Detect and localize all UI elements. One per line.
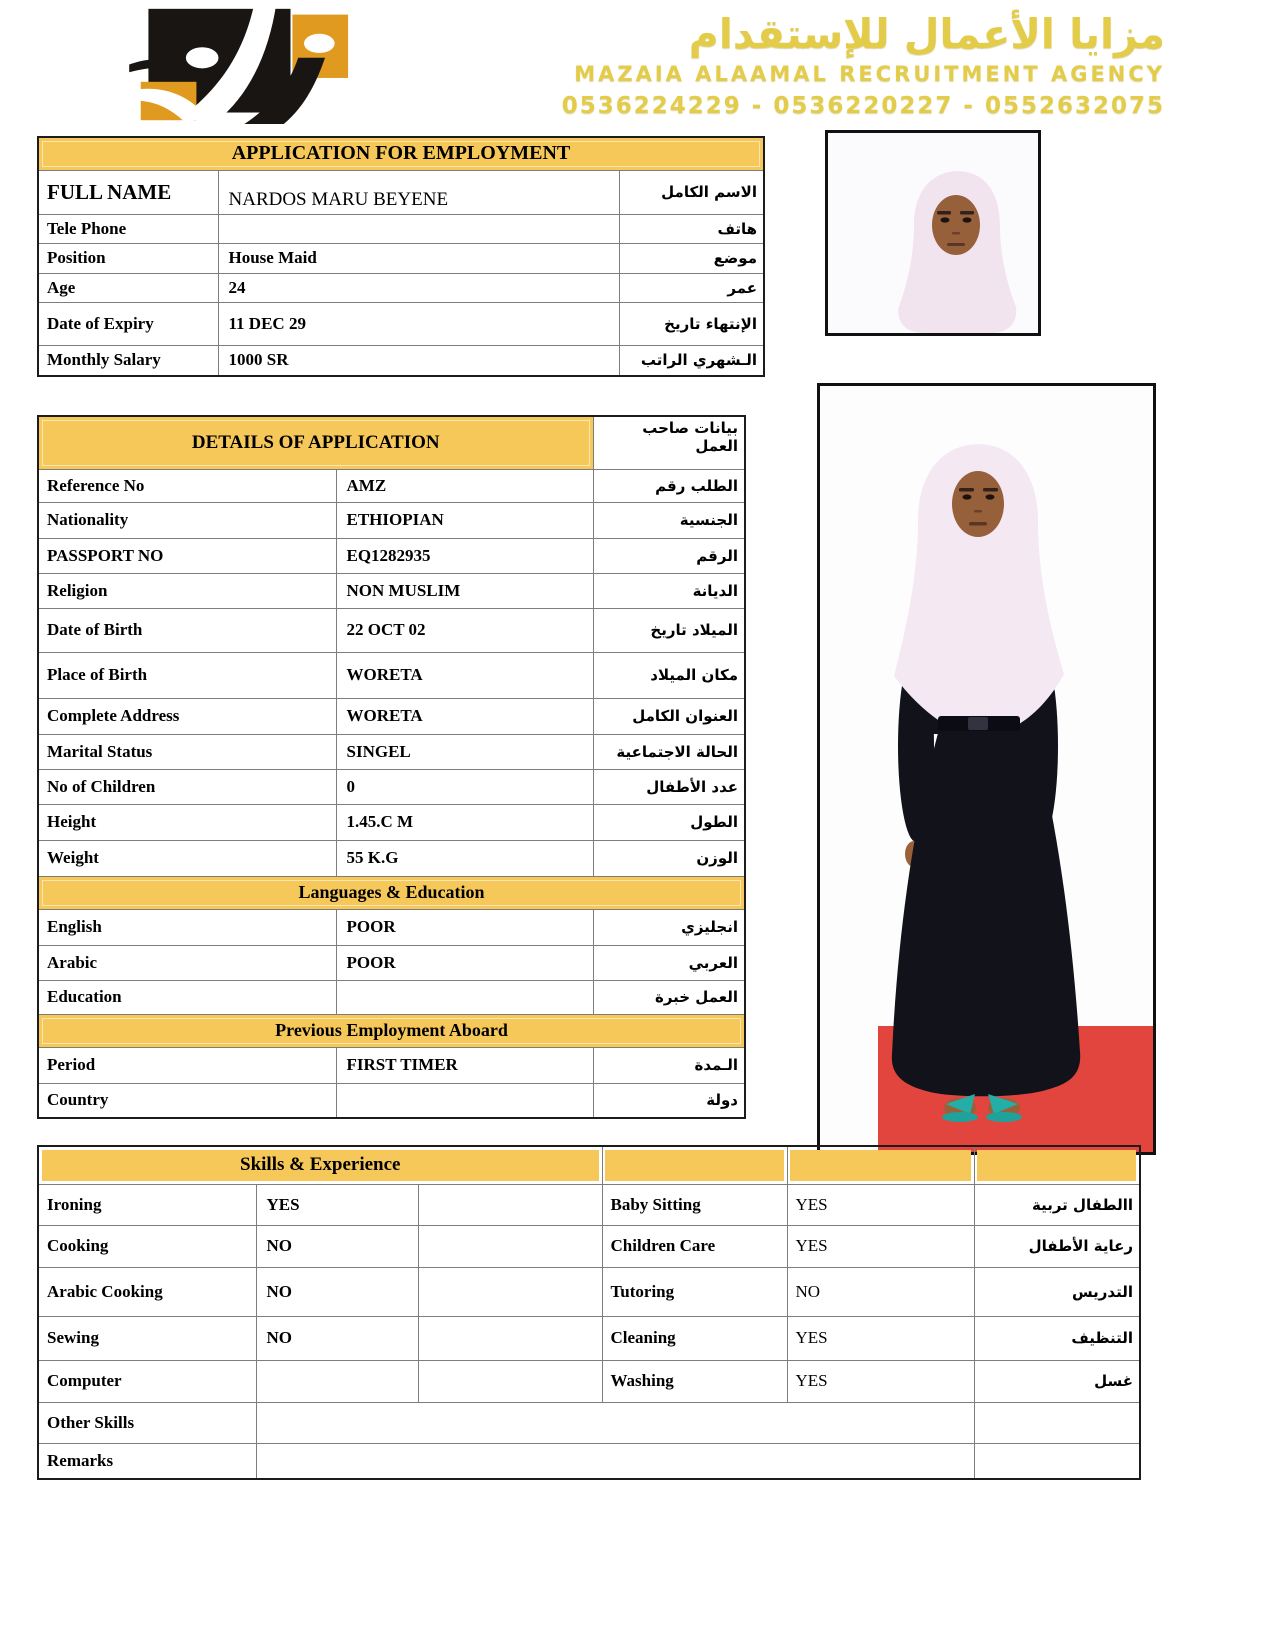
- agency-name-english: MAZAIA ALAAMAL RECRUITMENT AGENCY: [574, 62, 1165, 87]
- table-row: [38, 573, 745, 608]
- table-row: [38, 273, 764, 302]
- skill-value: NO: [256, 1316, 418, 1360]
- field-label: Position: [38, 243, 218, 273]
- table-row: [38, 698, 745, 734]
- field-label: Complete Address: [38, 698, 336, 734]
- field-label: Period: [38, 1047, 336, 1083]
- field-label-arabic: الجنسية: [593, 502, 745, 538]
- table-row: [38, 1047, 745, 1083]
- empty-cell: [418, 1225, 602, 1267]
- empty-cell: [418, 1316, 602, 1360]
- field-value: 24: [218, 273, 619, 302]
- table-header-row: [38, 416, 745, 469]
- details-table-title: DETAILS OF APPLICATION: [38, 416, 593, 469]
- field-label-arabic: عمر: [619, 273, 764, 302]
- empty-cell: [418, 1184, 602, 1225]
- field-value: [336, 1083, 593, 1118]
- skill-label-arabic: التدريس: [974, 1267, 1140, 1316]
- field-label-arabic: الطول: [593, 804, 745, 840]
- table-row: [38, 1225, 1140, 1267]
- table-row: [38, 502, 745, 538]
- table-row: [38, 909, 745, 945]
- passport-photo: [825, 130, 1041, 336]
- details-of-application-table: [37, 415, 746, 1119]
- field-label-arabic: الديانة: [593, 573, 745, 608]
- empty-cell: [418, 1267, 602, 1316]
- field-label: Date of Birth: [38, 608, 336, 652]
- skill-label-arabic: رعاية الأطفال: [974, 1225, 1140, 1267]
- field-label: Date of Expiry: [38, 302, 218, 345]
- agency-phone-numbers: 0536224229 - 0536220227 - 0552632075: [561, 93, 1165, 120]
- field-label-arabic: العمل خبرة: [593, 980, 745, 1014]
- table-row: [38, 214, 764, 243]
- skill-label: Computer: [38, 1360, 256, 1402]
- table-row: [38, 608, 745, 652]
- field-label-arabic: هاتف: [619, 214, 764, 243]
- table-row: [38, 345, 764, 376]
- table-row: [38, 734, 745, 769]
- field-value: AMZ: [336, 469, 593, 502]
- field-value: [218, 214, 619, 243]
- field-label: No of Children: [38, 769, 336, 804]
- other-skills-value: [256, 1402, 974, 1443]
- table-row: [38, 1014, 745, 1047]
- skill-label: Sewing: [38, 1316, 256, 1360]
- field-label-arabic: الرقم: [593, 538, 745, 573]
- field-label: Nationality: [38, 502, 336, 538]
- field-label: Arabic: [38, 945, 336, 980]
- field-label: PASSPORT NO: [38, 538, 336, 573]
- field-value: FIRST TIMER: [336, 1047, 593, 1083]
- skill-value: YES: [256, 1184, 418, 1225]
- skill-label-arabic: التنظيف: [974, 1316, 1140, 1360]
- table-row: [38, 1402, 1140, 1443]
- table-row: [38, 1316, 1140, 1360]
- table-row: [38, 980, 745, 1014]
- field-label-arabic: الطلب رقم: [593, 469, 745, 502]
- remarks-label: Remarks: [38, 1443, 256, 1479]
- field-label-arabic: الـمدة: [593, 1047, 745, 1083]
- section-header: Languages & Education: [38, 876, 745, 909]
- table-row: [38, 469, 745, 502]
- field-label-arabic: انجليزي: [593, 909, 745, 945]
- skill-label: Cooking: [38, 1225, 256, 1267]
- field-label: FULL NAME: [38, 170, 218, 214]
- field-label-arabic: العنوان الكامل: [593, 698, 745, 734]
- field-value: POOR: [336, 909, 593, 945]
- skills-header-spacer: [787, 1146, 974, 1184]
- other-skills-label: Other Skills: [38, 1402, 256, 1443]
- empty-cell: [974, 1402, 1140, 1443]
- field-label: Country: [38, 1083, 336, 1118]
- skill-label-arabic: غسل: [974, 1360, 1140, 1402]
- field-value: 22 OCT 02: [336, 608, 593, 652]
- skills-table-title: Skills & Experience: [38, 1146, 602, 1184]
- skill-value: NO: [256, 1225, 418, 1267]
- skill-value: YES: [787, 1316, 974, 1360]
- field-value: NARDOS MARU BEYENE: [218, 170, 619, 214]
- remarks-value: [256, 1443, 974, 1479]
- field-value: 11 DEC 29: [218, 302, 619, 345]
- field-value: 55 K.G: [336, 840, 593, 876]
- skills-experience-table: [37, 1145, 1141, 1480]
- field-label-arabic: الوزن: [593, 840, 745, 876]
- field-label-arabic: العربي: [593, 945, 745, 980]
- table-row: [38, 302, 764, 345]
- skill-label: Arabic Cooking: [38, 1267, 256, 1316]
- field-label-arabic: الميلاد تاريخ: [593, 608, 745, 652]
- field-value: ETHIOPIAN: [336, 502, 593, 538]
- field-label-arabic: الحالة الاجتماعية: [593, 734, 745, 769]
- field-label: Weight: [38, 840, 336, 876]
- section-header: Previous Employment Aboard: [38, 1014, 745, 1047]
- field-label-arabic: موضع: [619, 243, 764, 273]
- table-header-row: [38, 137, 764, 170]
- field-label: Religion: [38, 573, 336, 608]
- skill-value: NO: [787, 1267, 974, 1316]
- skills-header-spacer: [974, 1146, 1140, 1184]
- table-row: [38, 945, 745, 980]
- skill-value: [256, 1360, 418, 1402]
- field-label-arabic: مكان الميلاد: [593, 652, 745, 698]
- field-label: Education: [38, 980, 336, 1014]
- field-label: English: [38, 909, 336, 945]
- details-table-title-arabic: بيانات صاحب العمل: [593, 416, 745, 469]
- field-label: Tele Phone: [38, 214, 218, 243]
- agency-logo-icon: [125, 5, 360, 125]
- skill-label: Ironing: [38, 1184, 256, 1225]
- table-row: [38, 1360, 1140, 1402]
- table-row: [38, 840, 745, 876]
- field-label: Place of Birth: [38, 652, 336, 698]
- full-body-photo: [817, 383, 1156, 1155]
- table-header-row: [38, 1146, 1140, 1184]
- table-row: [38, 1267, 1140, 1316]
- skill-value: YES: [787, 1225, 974, 1267]
- table-row: [38, 1443, 1140, 1479]
- skills-header-spacer: [602, 1146, 787, 1184]
- field-label: Age: [38, 273, 218, 302]
- skill-label: Children Care: [602, 1225, 787, 1267]
- agency-header: [420, 12, 1165, 119]
- field-label: Marital Status: [38, 734, 336, 769]
- field-value: WORETA: [336, 698, 593, 734]
- field-value: [336, 980, 593, 1014]
- skill-value: YES: [787, 1184, 974, 1225]
- skill-value: YES: [787, 1360, 974, 1402]
- table-row: [38, 538, 745, 573]
- field-value: WORETA: [336, 652, 593, 698]
- field-label-arabic: دولة: [593, 1083, 745, 1118]
- field-value: SINGEL: [336, 734, 593, 769]
- field-label: Monthly Salary: [38, 345, 218, 376]
- table-row: [38, 1083, 745, 1118]
- agency-name-arabic: مزايا الأعمال للإستقدام: [688, 10, 1165, 58]
- field-value: POOR: [336, 945, 593, 980]
- skill-value: NO: [256, 1267, 418, 1316]
- employment-table-title: APPLICATION FOR EMPLOYMENT: [38, 137, 764, 170]
- table-row: [38, 1184, 1140, 1225]
- field-value: NON MUSLIM: [336, 573, 593, 608]
- table-row: [38, 243, 764, 273]
- field-label: Reference No: [38, 469, 336, 502]
- field-label-arabic: الاسم الكامل: [619, 170, 764, 214]
- field-value: 1000 SR: [218, 345, 619, 376]
- field-value: 0: [336, 769, 593, 804]
- field-label: Height: [38, 804, 336, 840]
- field-value: House Maid: [218, 243, 619, 273]
- empty-cell: [974, 1443, 1140, 1479]
- field-value: EQ1282935: [336, 538, 593, 573]
- application-for-employment-table: [37, 136, 765, 377]
- field-label-arabic: الإنتهاء تاريخ: [619, 302, 764, 345]
- table-row: [38, 170, 764, 214]
- skill-label: Baby Sitting: [602, 1184, 787, 1225]
- skill-label: Washing: [602, 1360, 787, 1402]
- field-label-arabic: عدد الأطفال: [593, 769, 745, 804]
- field-value: 1.45.C M: [336, 804, 593, 840]
- table-row: [38, 876, 745, 909]
- table-row: [38, 652, 745, 698]
- skill-label-arabic: االطفال تربية: [974, 1184, 1140, 1225]
- table-row: [38, 804, 745, 840]
- empty-cell: [418, 1360, 602, 1402]
- table-row: [38, 769, 745, 804]
- skill-label: Tutoring: [602, 1267, 787, 1316]
- field-label-arabic: الـشهري الراتب: [619, 345, 764, 376]
- skill-label: Cleaning: [602, 1316, 787, 1360]
